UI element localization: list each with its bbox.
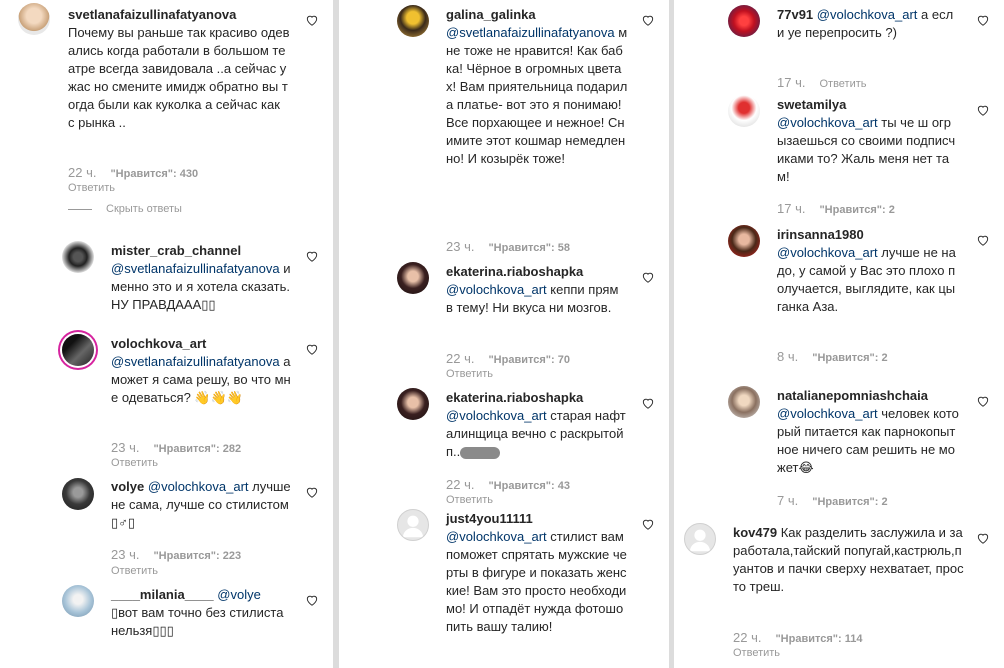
reply-button[interactable]: Ответить [111,565,159,577]
avatar[interactable] [62,585,94,617]
comment-time: 8 ч. [777,349,799,364]
comment-username[interactable]: ____milania____ [111,587,214,602]
reply-button[interactable]: Ответить [446,494,494,506]
mention-link[interactable]: @volye [217,587,261,602]
comment-text [733,524,965,596]
like-heart-icon[interactable] [976,233,990,247]
comment-time: 17 ч. [777,75,806,90]
comments-column-middle [339,0,669,668]
avatar[interactable] [397,5,429,37]
comment-text [777,387,959,477]
avatar[interactable] [397,509,429,541]
like-count[interactable]: "Нравится": 223 [153,550,242,562]
mention-link[interactable]: @volochkova_art [147,479,249,494]
comment-text [446,263,628,317]
comment-username[interactable]: 77v91 [777,7,814,22]
comment-username[interactable]: volye [111,479,145,494]
comment-text [777,96,959,186]
mention-link[interactable]: @volochkova_art [777,245,878,260]
comment-body: лучше не надо, у самой у Вас это плохо получается, выглядите, как цыганка Аза. [777,245,956,314]
comment-username[interactable]: kov479 [733,525,778,540]
like-heart-icon[interactable] [305,13,319,27]
avatar[interactable] [397,262,429,294]
mention-link[interactable]: @volochkova_art [777,406,878,421]
censor-blur [460,447,500,459]
comment-username[interactable]: irinsanna1980 [777,227,864,242]
comment-text [111,586,293,640]
avatar[interactable] [728,95,760,127]
mention-link[interactable]: @volochkova_art [446,282,547,297]
comment-body: а может я сама решу, во что мне одеваться? 👋👋👋 [111,354,295,405]
avatar[interactable] [684,523,716,555]
comment-username[interactable]: galina_galinka [446,7,536,22]
avatar[interactable] [62,478,94,510]
like-heart-icon[interactable] [641,270,655,284]
comment-username[interactable]: ekaterina.riaboshapka [446,264,584,279]
comment-meta [111,547,241,564]
like-heart-icon[interactable] [976,394,990,408]
avatar[interactable] [397,388,429,420]
mention-link[interactable]: @volochkova_art [446,529,547,544]
comment-text [777,6,959,42]
comment-meta [777,201,895,218]
comment-time: 23 ч. [111,440,140,455]
comment-time: 22 ч. [68,165,97,180]
comment-body: человек который питается как парнокопытное ничего сам решить не может😂 [777,406,959,475]
comment-text [446,6,628,168]
comment-body: Почему вы раньше так красиво одевались когда работали в большом театре всегда завидовала ..а сейчас ужас но смените имидж обратно вы тогда были как куколка а сейчас как с рынка .. [68,25,290,130]
like-heart-icon[interactable] [305,593,319,607]
like-count[interactable]: "Нравится": 430 [110,168,199,180]
avatar[interactable] [728,5,760,37]
comment-username[interactable]: volochkova_art [111,336,207,351]
comment-time: 23 ч. [446,239,475,254]
like-count[interactable]: "Нравится": 2 [812,496,888,508]
comment-time: 17 ч. [777,201,806,216]
reply-button[interactable]: Ответить [446,368,494,380]
avatar[interactable] [728,225,760,257]
comment-body: старая нафталинщица вечно с раскрытой п.. [446,408,628,459]
mention-link[interactable]: @svetlanafaizullinafatyanova [446,25,615,40]
comment-meta [446,477,570,494]
reply-button[interactable]: Ответить [819,78,867,90]
like-count[interactable]: "Нравится": 70 [488,354,570,366]
divider-line [68,209,92,210]
comment-username[interactable]: mister_crab_channel [111,243,242,258]
comment-meta [446,351,570,368]
comment-time: 7 ч. [777,493,799,508]
comment-text [446,389,628,461]
mention-link[interactable]: @volochkova_art [816,7,918,22]
comments-column-right [674,0,1004,668]
like-count[interactable]: "Нравится": 114 [775,633,863,645]
mention-link[interactable]: @svetlanafaizullinafatyanova [111,354,280,369]
comment-username[interactable]: just4you11111 [446,511,533,526]
avatar[interactable] [62,241,94,273]
avatar[interactable] [728,386,760,418]
comment-body: а если уе перепросить ?) [777,7,954,40]
comment-username[interactable]: ekaterina.riaboshapka [446,390,584,405]
like-heart-icon[interactable] [305,485,319,499]
mention-link[interactable]: @volochkova_art [777,115,878,130]
comment-text [111,478,293,532]
comment-body: кеппи прям в тему! Ни вкуса ни мозгов. [446,282,623,315]
comment-text [777,226,959,316]
like-count[interactable]: "Нравится": 58 [488,242,570,254]
like-count[interactable]: "Нравится": 2 [812,352,888,364]
avatar[interactable] [18,3,50,35]
comment-meta [733,630,862,647]
like-count[interactable]: "Нравится": 282 [153,443,242,455]
comment-time: 23 ч. [111,547,140,562]
comment-time: 22 ч. [446,477,475,492]
like-heart-icon[interactable] [641,13,655,27]
comment-username[interactable]: natalianepomniashchaia [777,388,928,403]
comment-text [446,510,628,636]
comment-text [111,335,293,407]
like-heart-icon[interactable] [976,103,990,117]
comment-body: мне тоже не нравится! Как бабка! Чёрное в огромных цветах! Вам приятельница подарила платье- вот это я понимаю! Все порхающее и нежное! Снимите этот кошмар немедленно! И козырёк тоже! [446,25,628,166]
comments-column-left [0,0,333,668]
comment-meta [777,75,867,91]
comment-text [111,242,293,314]
mention-link[interactable]: @svetlanafaizullinafatyanova [111,261,280,276]
like-heart-icon[interactable] [305,342,319,356]
comment-body: ты че ш огрызаешься со своими подписчиками то? Жаль меня нет там! [777,115,956,184]
reply-button[interactable]: Ответить [733,647,781,659]
comment-time: 22 ч. [446,351,475,366]
comment-body: лучше не сама, лучше со стилистом ▯♂▯ [111,479,295,530]
comment-meta [777,349,888,366]
comment-meta [111,440,241,457]
reply-button[interactable]: Ответить [68,182,116,194]
comment-text [68,6,290,132]
comment-body: ▯вот вам точно без стилиста нельзя▯▯▯ [111,605,288,638]
like-heart-icon[interactable] [305,249,319,263]
comment-body: стилист вам поможет спрятать мужские черты в фигуре и показать женские! Вам это просто необходимо! И отпадёт нужда фотошопить вашу талию! [446,529,628,634]
comment-time: 22 ч. [733,630,762,645]
comment-username[interactable]: svetlanafaizullinafatyanova [68,7,237,22]
mention-link[interactable]: @volochkova_art [446,408,547,423]
like-heart-icon[interactable] [641,396,655,410]
like-count[interactable]: "Нравится": 2 [819,204,895,216]
comment-meta [777,493,888,510]
hide-replies-label: Скрыть ответы [106,203,182,215]
comment-meta [68,165,198,182]
like-heart-icon[interactable] [641,517,655,531]
like-heart-icon[interactable] [976,13,990,27]
comment-username[interactable]: swetamilya [777,97,847,112]
comment-body: именно это и я хотела сказать.НУ ПРАВДААА▯▯ [111,261,291,312]
like-count[interactable]: "Нравится": 43 [488,480,570,492]
avatar[interactable] [62,334,94,366]
reply-button[interactable]: Ответить [111,457,159,469]
comment-meta [446,239,570,256]
like-heart-icon[interactable] [976,531,990,545]
hide-replies-toggle[interactable] [68,203,182,215]
comment-body: Как разделить заслужила и заработала,тайский попугай,кастрюль,пуантов и пачки сверху нехватает, просто треш. [733,525,964,594]
